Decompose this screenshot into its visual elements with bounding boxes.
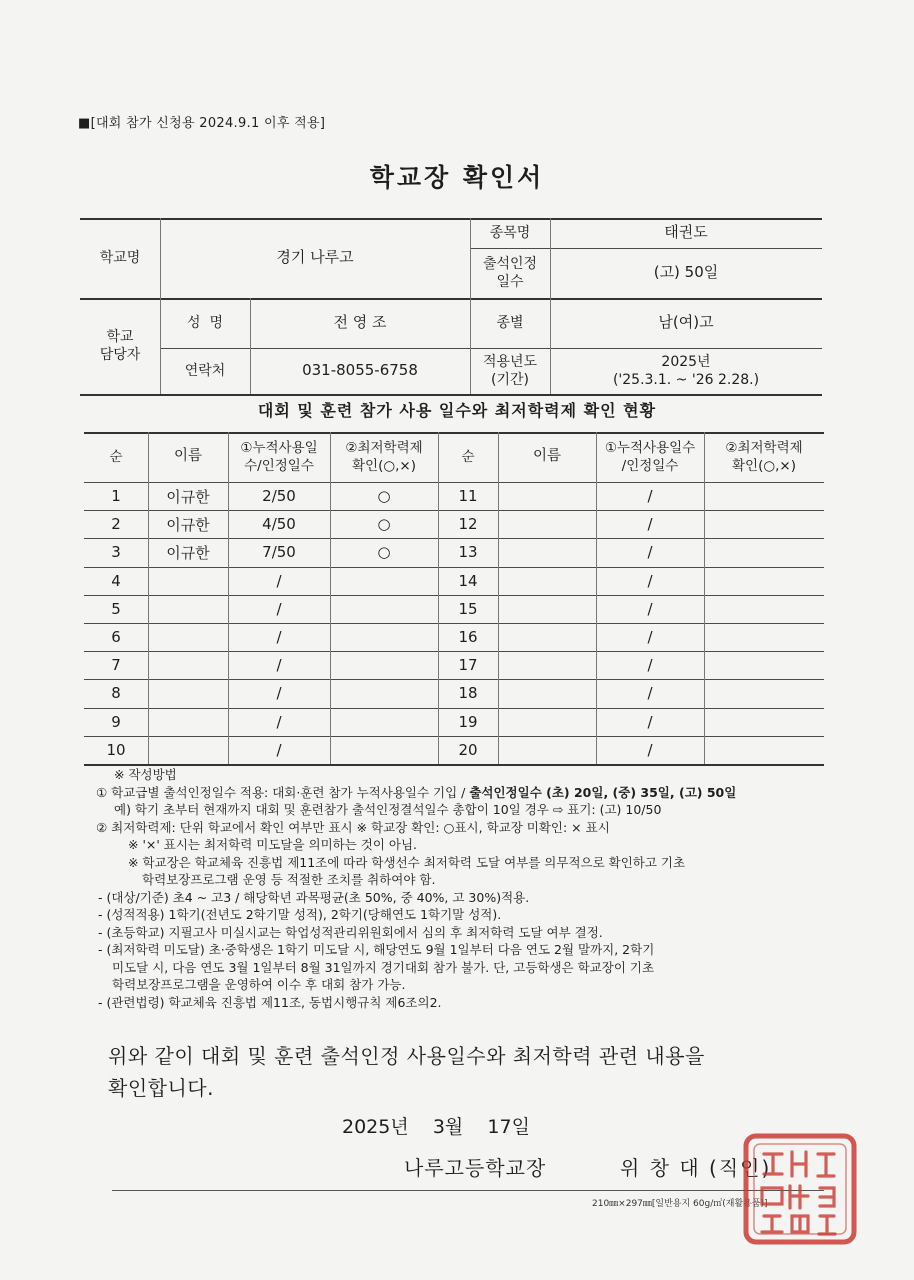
row-number-right: 13 [458,543,478,562]
row-min-grade-check: ○ [377,515,391,534]
header-name-right: 이름 [532,448,561,465]
note-1-text: ① 학교급별 출석인정일수 적용: 대회·훈련 참가 누적사용일수 기입 / [96,784,470,800]
sport-value: 태권도 [664,223,708,242]
staff-label [80,298,160,394]
header-cumulative-right-line1: ①누적사용일수 [604,439,696,456]
table-rule [84,432,824,434]
row-name-right [498,567,596,595]
row-name-right [498,510,596,538]
row-min-grade-check [330,595,438,623]
row-days-right: / [647,599,653,618]
row-days-right: / [647,712,653,731]
row-min-grade-check-right [704,538,824,566]
row-number: 6 [111,628,121,647]
attendance-label-line1: 출석인정 [482,255,538,272]
school-value: 경기 나루고 [276,248,354,267]
row-name-right [498,736,596,764]
row-number: 2 [111,515,121,534]
contact-value: 031-8055-6758 [302,361,418,380]
row-days-right: / [647,543,653,562]
name-label: 성 명 [187,314,223,331]
year-value [550,348,822,394]
row-number-right: 20 [458,740,478,759]
paper-spec: 210㎜×297㎜[일반용지 60g/㎡(재활용품)] [592,1199,768,1209]
header-min-grade [330,432,438,482]
row-number: 3 [111,543,121,562]
document-title: 학교장 확인서 [369,163,545,192]
row-min-grade-check-right [704,679,824,707]
note-2-b: ※ 학교장은 학교체육 진흥법 제11조에 따라 학생선수 최저학력 도달 여부를 의무적으로 확인하고 기초 [128,854,686,870]
detail-law: - (관련법령) 학교체육 진흥법 제11조, 동법시행규칙 제6조의2. [98,994,442,1010]
row-number-right: 17 [458,656,478,675]
footer-divider [112,1190,824,1191]
row-name [148,651,228,679]
header-cumulative [228,432,330,482]
row-min-grade-check [330,708,438,736]
row-min-grade-check-right [704,736,824,764]
row-min-grade-check [330,736,438,764]
note-1-bold: 출석인정일수 (초) 20일, (중) 35일, (고) 50일 [469,784,737,800]
row-min-grade-check: ○ [377,487,391,506]
row-min-grade-check [330,623,438,651]
row-min-grade-check-right [704,567,824,595]
row-number-right: 11 [458,487,478,506]
row-min-grade-check-right [704,651,824,679]
header-min-grade-right [704,432,824,482]
name-value: 전 영 조 [333,313,387,332]
row-number-right: 12 [458,515,478,534]
row-name [148,595,228,623]
detail-unmet-cont1: 미도달 시, 다음 연도 3월 1일부터 8월 31일까지 경기대회 참가 불가. 단, 고등학생은 학교장이 기초 [112,959,655,975]
row-number-right: 15 [458,599,478,618]
row-name [148,708,228,736]
row-name [148,679,228,707]
row-days: / [276,684,282,703]
row-days-right: / [647,684,653,703]
row-days: / [276,628,282,647]
year-value-main: 2025년 [661,353,711,370]
row-days: / [276,712,282,731]
row-number: 1 [111,487,121,506]
sport-label: 종목명 [489,224,531,241]
row-name-right [498,623,596,651]
row-number-right: 14 [458,571,478,590]
row-min-grade-check: ○ [377,543,391,562]
header-no: 순 [109,448,123,465]
row-name-right [498,708,596,736]
row-days: 7/50 [262,543,296,562]
header-min-grade-right-line2: 확인(○,×) [732,458,796,474]
year-label-line2: (기간) [491,372,529,388]
table-title: 대회 및 훈련 참가 사용 일수와 최저학력제 확인 현황 [257,401,657,420]
row-name [148,567,228,595]
row-number: 10 [106,740,126,759]
row-min-grade-check-right [704,595,824,623]
row-number: 7 [111,656,121,675]
confirmation-line2: 확인합니다. [108,1076,214,1100]
header-min-grade-line1: ②최저학력제 [345,439,423,456]
row-name-right [498,679,596,707]
row-name: 이규한 [166,487,210,506]
row-number-right: 16 [458,628,478,647]
gender-value: 남(여)고 [658,313,714,332]
confirmation-text [108,1040,828,1104]
year-label [470,348,550,394]
notes-heading: ※ 작성방법 [114,767,177,782]
header-name: 이름 [173,448,202,465]
form-note: ■[대회 참가 신청용 2024.9.1 이후 적용] [78,116,326,131]
instructions [96,766,836,1011]
row-min-grade-check-right [704,510,824,538]
row-days-right: / [647,515,653,534]
header-cumulative-right [596,432,704,482]
row-name: 이규한 [166,543,210,562]
row-days-right: / [647,571,653,590]
detail-unmet-cont2: 학력보장프로그램을 운영하여 이수 후 대회 참가 가능. [112,977,406,992]
row-min-grade-check [330,567,438,595]
school-principal-title: 나루고등학교장 [404,1156,547,1180]
row-number-right: 18 [458,684,478,703]
row-days-right: / [647,487,653,506]
header-no-right: 순 [461,448,475,465]
note-2-b-cont: 학력보장프로그램 운영 등 적절한 조치를 취하여야 함. [142,872,436,887]
row-days: 2/50 [262,487,296,506]
row-number: 4 [111,571,121,590]
detail-target: - (대상/기준) 초4 ~ 고3 / 해당학년 과목평균(초 50%, 중 40%, 고 30%)적용. [98,889,530,905]
row-name [148,623,228,651]
note-1-example: 예) 학기 초부터 현재까지 대회 및 훈련참가 출석인정결석일수 총합이 10일 경우 ⇨ 표기: (고) 10/50 [114,802,662,817]
row-days: 4/50 [262,515,296,534]
row-days-right: / [647,628,653,647]
detail-grade: - (성적적용) 1학기(전년도 2학기말 성적), 2학기(당해연도 1학기말 성적). [98,907,502,922]
row-number: 9 [111,712,121,731]
row-name-right [498,482,596,510]
attendance-value: (고) 50일 [653,263,719,282]
row-number: 8 [111,684,121,703]
note-1 [96,784,836,802]
attendance-label-line2: 일수 [496,274,524,290]
header-min-grade-line2: 확인(○,×) [352,458,416,474]
note-2: ② 최저학력제: 단위 학교에서 확인 여부만 표시 ※ 학교장 확인: ○표시, 학교장 미확인: × 표시 [96,819,610,835]
row-name-right [498,538,596,566]
row-days: / [276,740,282,759]
row-name: 이규한 [166,515,210,534]
principal-name: 위 창 대 (직인) [620,1156,772,1180]
header-cumulative-line2: 수/인정일수 [244,458,314,474]
row-name-right [498,595,596,623]
row-name-right [498,651,596,679]
row-days: / [276,599,282,618]
row-number-right: 19 [458,712,478,731]
attendance-label [470,248,550,298]
row-days-right: / [647,740,653,759]
school-label: 학교명 [99,249,141,266]
detail-elementary: - (초등학교) 지필고사 미실시교는 학업성적관리위원회에서 심의 후 최저학력 도달 여부 결정. [98,924,603,940]
contact-label: 연락처 [184,362,226,379]
row-number: 5 [111,599,121,618]
header-cumulative-right-line2: /인정일수 [621,458,679,474]
period-value: ('25.3.1. ~ '26 2.28.) [612,372,760,388]
row-min-grade-check-right [704,482,824,510]
row-days: / [276,571,282,590]
year-label-line1: 적용년도 [482,353,538,370]
row-min-grade-check [330,651,438,679]
row-days-right: / [647,656,653,675]
row-min-grade-check-right [704,708,824,736]
gender-label: 종별 [496,314,524,331]
header-min-grade-right-line1: ②최저학력제 [725,439,803,456]
official-seal-icon [740,1130,860,1248]
confirmation-line1: 위와 같이 대회 및 훈련 출석인정 사용일수와 최저학력 관련 내용을 [108,1044,705,1068]
header-cumulative-line1: ①누적사용일 [240,439,318,456]
confirmation-date: 2025년 3월 17일 [342,1116,530,1138]
staff-label-line1: 학교 [106,328,134,345]
note-2-a: ※ '×' 표시는 최저학력 미도달을 의미하는 것이 아님. [128,837,418,852]
row-min-grade-check [330,679,438,707]
detail-unmet: - (최저학력 미도달) 초·중학생은 1학기 미도달 시, 해당연도 9월 1일부터 다음 연도 2월 말까지, 2학기 [98,942,655,957]
row-min-grade-check-right [704,623,824,651]
staff-label-line2: 담당자 [99,347,141,363]
row-days: / [276,656,282,675]
row-name [148,736,228,764]
